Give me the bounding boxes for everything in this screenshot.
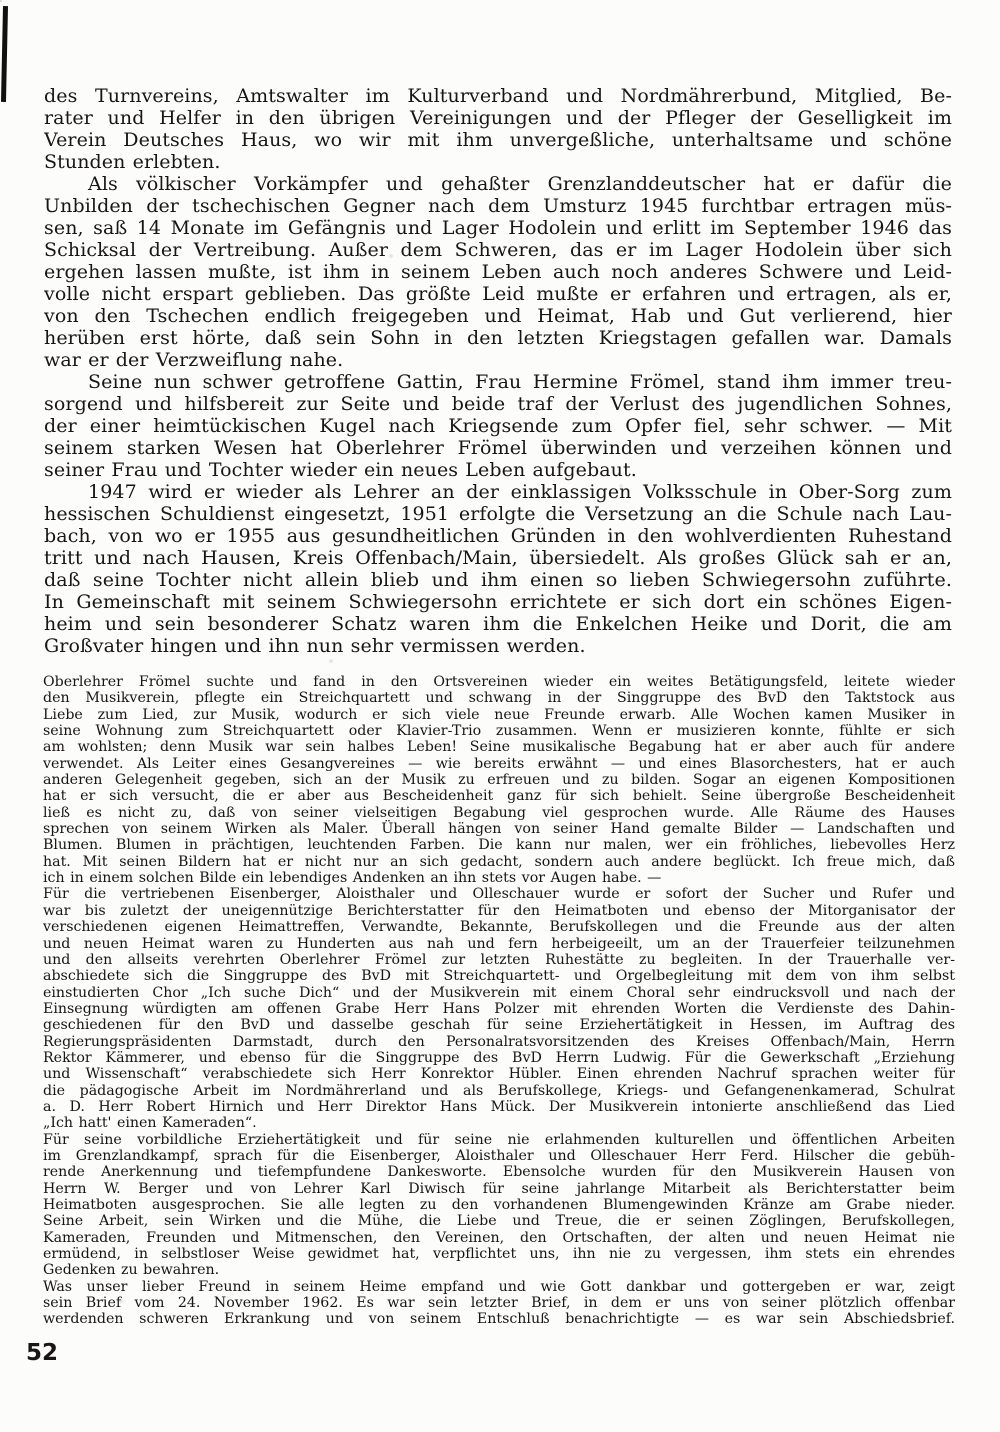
text-line: war bis zuletzt der uneigennützige Berichterstatter für den Heimatboten und ebenso der Mitorganisator der [43,902,955,919]
text-line: Seine nun schwer getroffene Gattin, Frau Hermine Frömel, stand ihm immer treu- [88,371,952,393]
text-line: verwendet. Als Leiter eines Gesangvereines — wie bereits erwähnt — und eines Blasorchesters, hat er auch [43,755,955,772]
text-line: bach, von wo er 1955 aus gesundheitlichen Gründen in den wohlverdienten Ruhestand [44,525,952,547]
text-line: Regierungspräsidenten Darmstadt, durch den Personalratsvorsitzenden des Kreises Offenbach/Main, Herrn [43,1033,955,1050]
text-line: hessischen Schuldienst eingesetzt, 1951 erfolgte die Versetzung an die Schule nach Lau- [44,503,952,525]
text-line: Für seine vorbildliche Erziehertätigkeit und für seine nie erlahmenden kulturellen und öffentlichen Arbeiten [43,1131,955,1148]
text-line: Oberlehrer Frömel suchte und fand in den Ortsvereinen wieder ein weites Betätigungsfeld, leitete wieder [43,674,955,690]
text-line: Als völkischer Vorkämpfer und gehaßter Grenzlanddeutscher hat er dafür die [88,173,952,195]
text-line: 1947 wird er wieder als Lehrer an der einklassigen Volksschule in Ober-Sorg zum [88,481,952,503]
text-line: verschiedenen eigenen Heimattreffen, Verwandte, Bekannte, Berufskollegen und die Freunde aus der alten [43,919,955,936]
text-line: rater und Helfer in den übrigen Vereinigungen und der Pfleger der Geselligkeit im [44,107,952,129]
text-line: seinem starken Wesen hat Oberlehrer Frömel überwinden und verzeihen können und [44,437,952,459]
text-line: anderen Gelegenheit gegeben, sich an der Musik zu erfreuen und zu bilden. Sogar an eigenen Kompositionen [43,772,955,789]
text-line: seine Wohnung zum Streichquartett oder Klavier-Trio zusammen. Wenn er musizieren konnte, fühlte er sich [43,723,955,740]
text-line: werdenden schweren Erkrankung und von seinem Entschluß benachrichtigte — es war sein Abschiedsbrief. [43,1311,955,1328]
text-line: Was unser lieber Freund in seinem Heime empfand und wie Gott dankbar und gottergeben er war, zeigt [43,1278,955,1295]
text-line: Verein Deutsches Haus, wo wir mit ihm unvergeßliche, unterhaltsame und schöne [44,129,952,151]
text-line: seiner Frau und Tochter wieder ein neues Leben aufgebaut. [44,459,637,481]
text-line: ließ es nicht zu, daß von seiner vielseitigen Begabung viel gesprochen wurde. Alle Räume des Hauses [43,804,955,821]
text-line: Schicksal der Vertreibung. Außer dem Schweren, das er im Lager Hodolein über sich [44,239,952,261]
text-line: heim und sein besonderer Schatz waren ihm die Enkelchen Heike und Dorit, die am [44,613,952,635]
page-number: 52 [26,1340,59,1366]
text-line: und Wissenschaft“ verabschiedete sich Herr Konrektor Hübler. Einen ehrenden Nachruf sprachen weiter für [43,1066,955,1083]
text-line: war er der Verzweiflung nahe. [44,349,344,371]
text-line: Großvater hingen und ihn nun sehr vermissen werden. [44,635,586,657]
text-line: Seine Arbeit, sein Wirken und die Mühe, die Liebe und Treue, die er seinen Zöglingen, Berufskollegen, [43,1213,955,1230]
text-line: hat. Mit seinen Bildern hat er nicht nur an sich gedacht, sondern auch andere beglückt. Ich freue mich, daß [43,853,955,870]
scan-edge-artifact [1,6,8,102]
text-line: geschiedenen für den BvD und dasselbe geschah für seine Erziehertätigkeit in Hessen, im Auftrag des [43,1017,955,1034]
text-line: sprechen von seinem Wirken als Maler. Überall hängen von seiner Hand gemalte Bilder — Landschaften und [43,821,955,838]
text-line: des Turnvereins, Amtswalter im Kulturverband und Nordmährerbund, Mitglied, Be- [44,85,952,107]
text-line: abschiedete sich die Singgruppe des BvD mit Streichquartett- und Orgelbegleitung mit dem von ihm selbst [43,968,955,985]
text-line: tritt und nach Hausen, Kreis Offenbach/Main, übersiedelt. Als großes Glück sah er an, [44,547,952,569]
text-line: einstudierten Chor „Ich suche Dich“ und der Musikverein mit einem Choral sehr eindrucksvoll und nach der [43,984,955,1001]
text-line: In Gemeinschaft mit seinem Schwiegersohn errichtete er sich dort ein schönes Eigen- [44,591,952,613]
text-line: die pädagogische Arbeit im Nordmährerland und als Berufskollege, Kriegs- und Gefangenenkamerad, Schulrat [43,1082,955,1099]
text-line: Liebe zum Lied, zur Musik, wodurch er sich viele neue Freunde erwarb. Alle Wochen kamen Musiker in [43,706,955,723]
text-line: von den Tschechen endlich freigegeben und Heimat, Hab und Gut verlierend, hier [44,305,952,327]
text-line: Einsegnung würdigten am offenen Grabe Herr Hans Polzer mit ehrenden Worten die Verdienste des Dahin- [43,1000,955,1017]
text-line: ich in einem solchen Bilde ein lebendiges Andenken an ihn stets vor Augen habe. — [43,870,662,887]
text-line: hat er sich versucht, die er aber aus Bescheidenheit ganz für sich behielt. Seine übergroße Bescheidenheit [43,788,955,805]
text-line: rende Anerkennung und tiefempfundene Dankesworte. Ebensolche wurden für den Musikverein Hausen von [43,1164,955,1181]
text-line: sorgend und hilfsbereit zur Seite und beide traf der Verlust des jugendlichen Sohnes, [44,393,952,415]
text-line: Stunden erlebten. [44,151,221,173]
obituary-main-text [44,85,952,657]
text-line: ermüdend, in selbstloser Weise gewidmet hat, verpflichtet uns, ihn nie zu vergessen, ihm stets ein ehrendes [43,1246,955,1263]
obituary-report-text [43,674,955,1328]
text-line: volle nicht erspart geblieben. Das größte Leid mußte er erfahren und ertragen, als er, [44,283,952,305]
text-line: Herrn W. Berger und von Lehrer Karl Diwisch für seine jahrlange Mitarbeit als Berichterstatter beim [43,1180,955,1197]
text-line: Unbilden der tschechischen Gegner nach dem Umsturz 1945 furchtbar ertragen müs- [44,195,952,217]
text-line: Für die vertriebenen Eisenberger, Aloisthaler und Olleschauer wurde er sofort der Sucher und Rufer und [43,886,955,903]
text-line: sein Brief vom 24. November 1962. Es war sein letzter Brief, in dem er uns von seiner plötzlich offenbar [43,1295,955,1312]
scan-noise-specks [0,0,2,2]
text-line: ergehen lassen mußte, ist ihm in seinem Leben auch noch anderes Schwere und Leid- [44,261,952,283]
text-line: im Grenzlandkampf, sprach für die Eisenberger, Aloisthaler und Olleschauer Herr Ferd. Hilscher die gebüh- [43,1147,955,1164]
text-line: und neuen Heimat waren zu Hunderten aus nah und fern herbeigeeilt, um an der Trauerfeier teilzunehmen [43,935,955,952]
text-line: Blumen. Blumen in prächtigen, leuchtenden Farben. Die kann nur malen, wer ein fröhliches, liebevolles Herz [43,837,955,854]
text-line: daß seine Tochter nicht allein blieb und ihm einen so lieben Schwiegersohn zuführte. [44,569,952,591]
text-line: Gedenken zu bewahren. [43,1262,220,1279]
text-line: herüben erst hörte, daß sein Sohn in den letzten Kriegstagen gefallen war. Damals [44,327,952,349]
text-line: a. D. Herr Robert Hirnich und Herr Direktor Hans Mück. Der Musikverein intonierte anschließend das Lied [43,1098,955,1115]
text-line: Rektor Kämmerer, und ebenso für die Singgruppe des BvD Herrn Ludwig. Für die Gewerkschaft „Erziehung [43,1049,955,1066]
text-line: sen, saß 14 Monate im Gefängnis und Lager Hodolein und erlitt im September 1946 das [44,217,952,239]
text-line: am wohlsten; denn Musik war sein halbes Leben! Seine musikalische Begabung hat er aber auch für andere [43,739,955,756]
text-line: der einer heimtückischen Kugel nach Kriegsende zum Opfer fiel, sehr schwer. — Mit [44,415,952,437]
text-line: den Musikverein, pflegte ein Streichquartett und schwang in der Singgruppe des BvD den Taktstock aus [43,690,955,707]
text-line: „Ich hatt' einen Kameraden“. [43,1115,257,1132]
text-line: Heimatboten ausgesprochen. Sie alle legten zu den vorhandenen Blumengewinden Kränze am Grabe nieder. [43,1197,955,1213]
text-line: und den allseits verehrten Oberlehrer Frömel zur letzten Ruhestätte zu begleiten. In der Trauerhalle ver- [43,951,955,968]
text-line: Kameraden, Freunden und Mitmenschen, den Vereinen, den Ortschaften, der alten und neuen Heimat nie [43,1229,955,1246]
